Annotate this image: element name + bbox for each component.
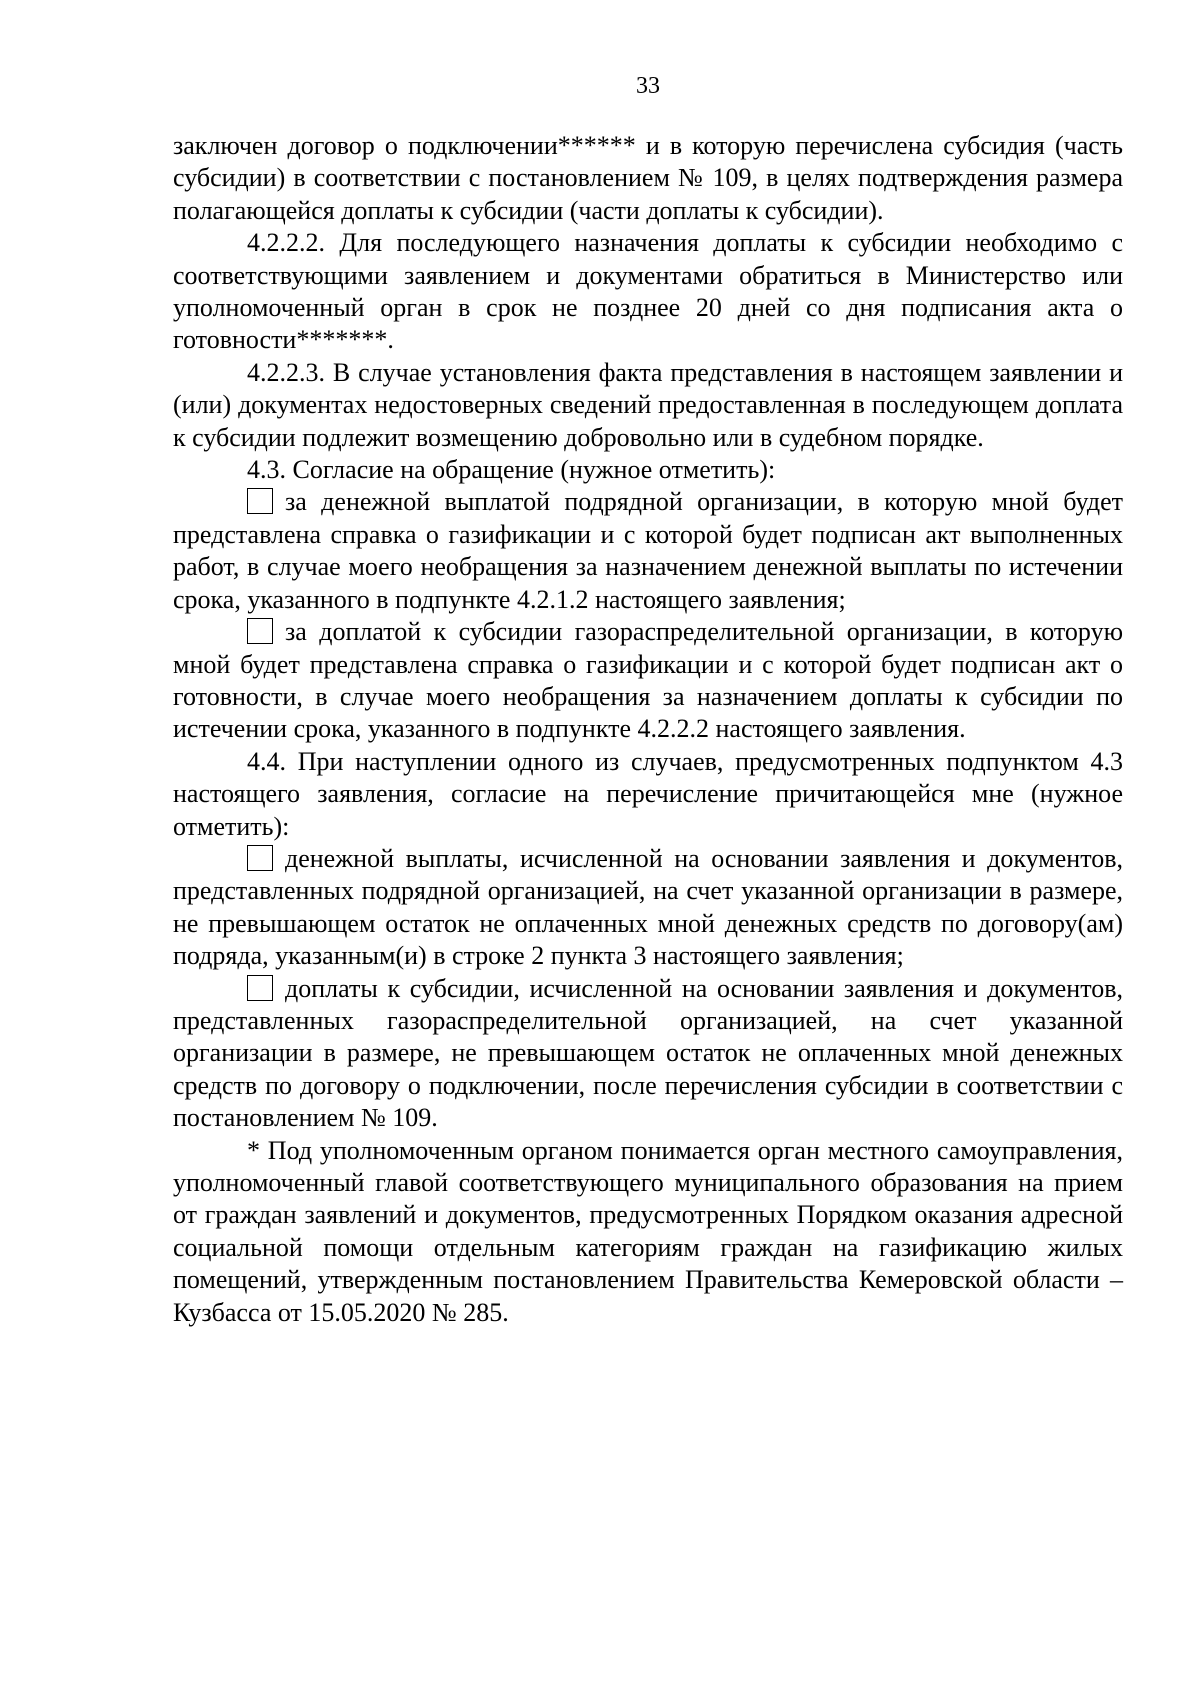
option-4-3-contractor-text: за денежной выплатой подрядной организации, в которую мной будет представлена справка о газификации и с которой будет подписан акт выполненных работ, в случае моего необращения за назначением денежной выплаты по истечении срока, указанного в подпункте 4.2.1.2 настоящего заявления; <box>173 487 1123 614</box>
option-4-3-contractor <box>173 486 1123 616</box>
checkbox-4-3-contractor[interactable] <box>247 488 273 514</box>
paragraph-4-2-2-2: 4.2.2.2. Для последующего назначения доплаты к субсидии необходимо с соответствующими заявлением и документами обратиться в Министерство или уполномоченный орган в срок не позднее 20 дней со дня подписания акта о готовности*******. <box>173 228 1123 355</box>
checkbox-4-3-gas-distribution[interactable] <box>247 618 273 644</box>
checkbox-4-4-cash-payment[interactable] <box>247 845 273 871</box>
paragraph-4-3-heading: 4.3. Согласие на обращение (нужное отметить): <box>247 455 776 485</box>
paragraph-4-4: 4.4. При наступлении одного из случаев, предусмотренных подпунктом 4.3 настоящего заявления, согласие на перечисление причитающейся мне (нужное отметить): <box>173 746 1123 841</box>
page-number: 33 <box>636 73 660 99</box>
paragraph-4-2-2-3: 4.2.2.3. В случае установления факта представления в настоящем заявлении и (или) документах недостоверных сведений предоставленная в последующем доплата к субсидии подлежит возмещению добровольно или в судебном порядке. <box>173 357 1123 452</box>
checkbox-4-4-subsidy-surcharge[interactable] <box>247 975 273 1001</box>
paragraph-contract-continuation: заключен договор о подключении****** и в которую перечислена субсидия (часть субсидии) в соответствии с постановлением № 109, в целях подтверждения размера полагающейся доплаты к субсидии (части доплаты к субсидии). <box>173 131 1123 225</box>
option-4-3-gas-distribution <box>173 616 1123 746</box>
option-4-3-gas-distribution-text: за доплатой к субсидии газораспределительной организации, в которую мной будет представлена справка о газификации и с которой будет подписан акт о готовности, в случае моего необращения за назначением доплаты к субсидии по истечении срока, указанного в подпункте 4.2.2.2 настоящего заявления. <box>173 617 1123 744</box>
option-4-4-subsidy-surcharge-text: доплаты к субсидии, исчисленной на основании заявления и документов, представленных газораспределительной организацией, на счет указанной организации в размере, не превышающем остаток не оплаченных мной денежных средств по договору о подключении, после перечисления субсидии в соответствии с постановлением № 109. <box>173 973 1123 1133</box>
option-4-4-subsidy-surcharge <box>173 973 1123 1135</box>
option-4-4-cash-payment <box>173 843 1123 973</box>
document-body <box>173 130 1123 1329</box>
option-4-4-cash-payment-text: денежной выплаты, исчисленной на основании заявления и документов, представленных подрядной организацией, на счет указанной организации в размере, не превышающем остаток не оплаченных мной денежных средств по договору(ам) подряда, указанным(и) в строке 2 пункта 3 настоящего заявления; <box>173 843 1123 971</box>
footnote-authorized-body: * Под уполномоченным органом понимается орган местного самоуправления, уполномоченный главой соответствующего муниципального образования на прием от граждан заявлений и документов, предусмотренных Порядком оказания адресной социальной помощи отдельным категориям граждан на газификацию жилых помещений, утвержденным постановлением Правительства Кемеровской области – Кузбасса от 15.05.2020 № 285. <box>173 1135 1123 1327</box>
